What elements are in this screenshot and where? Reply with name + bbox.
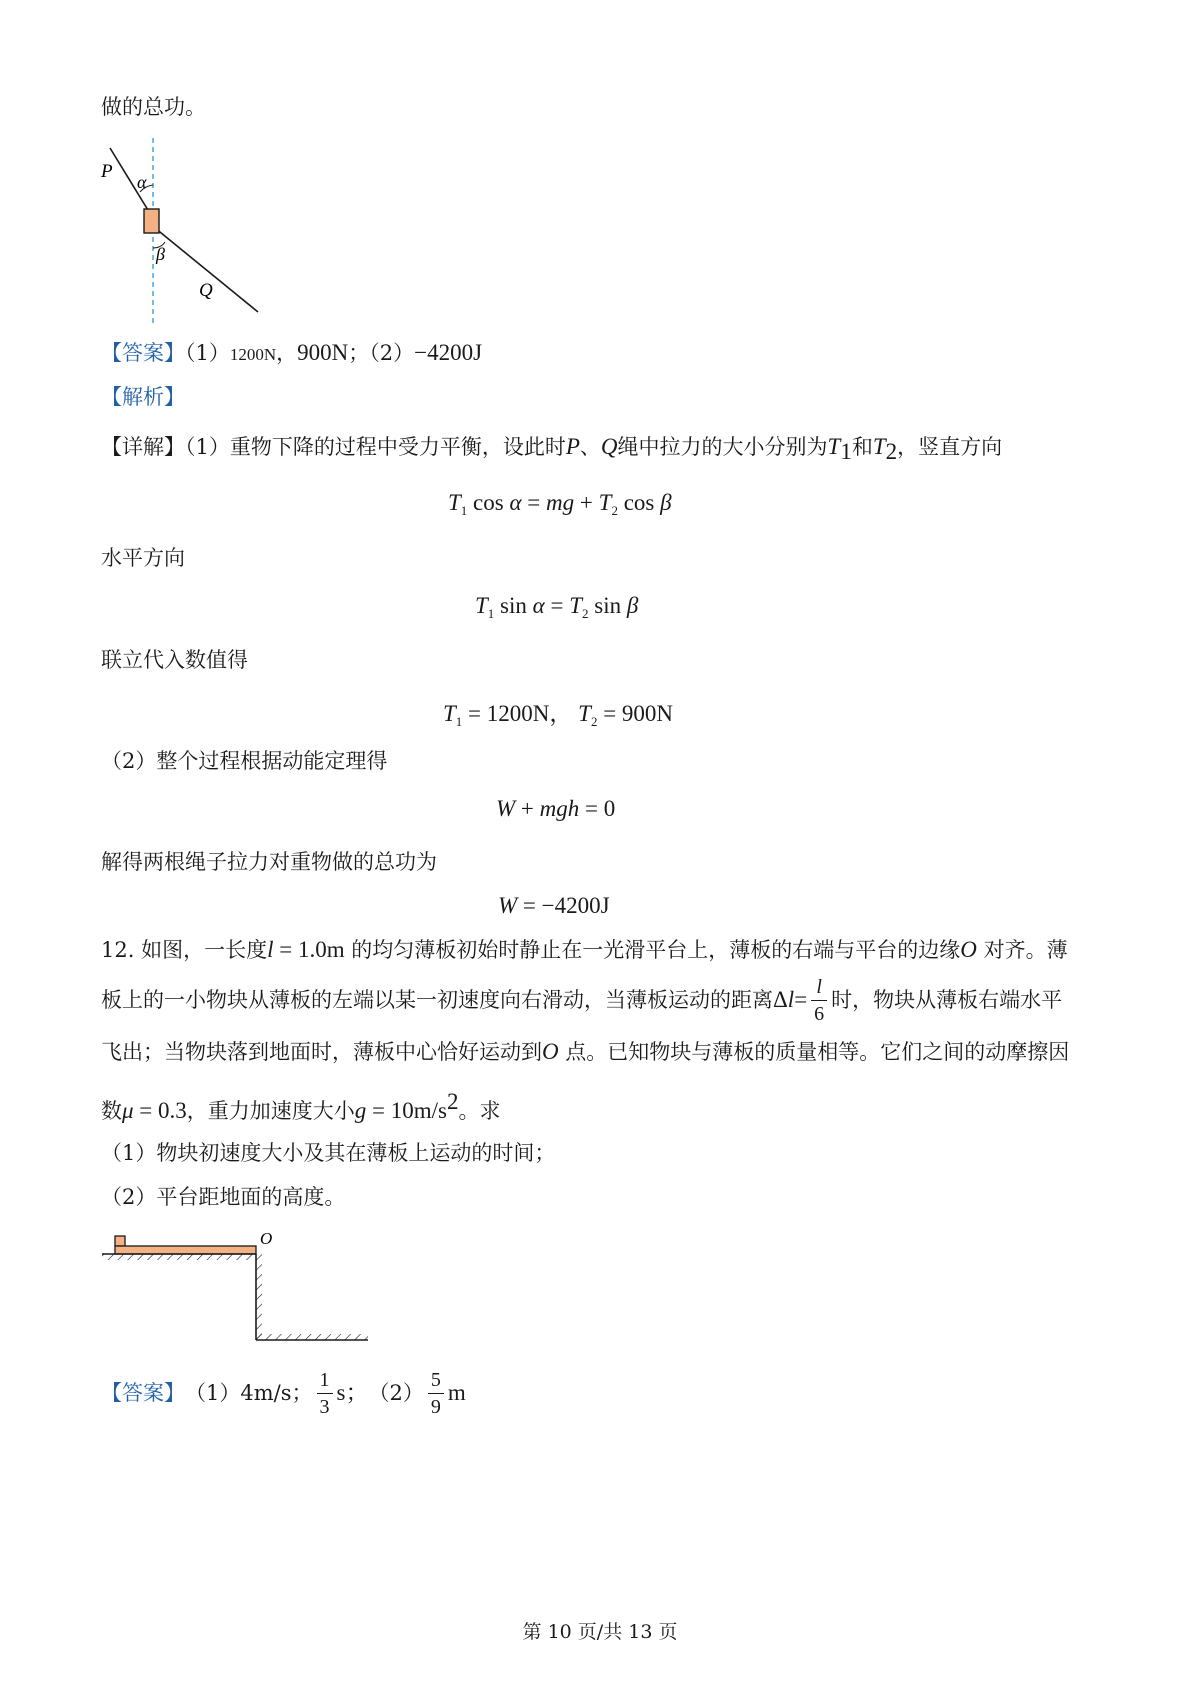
- detail-tag: 【详解】: [101, 435, 185, 459]
- q12-text: 飞出；当物块落到地面时，薄板中心恰好运动到: [101, 1040, 542, 1064]
- eq-var: T: [578, 701, 591, 726]
- var-mu: μ: [122, 1098, 134, 1123]
- q12-sub2: （2）平台距地面的高度。: [101, 1185, 346, 1209]
- detail-line: [101, 432, 1002, 467]
- page-footer: 第 10 页/共 13 页: [522, 1621, 678, 1643]
- subscript: 2: [582, 606, 589, 621]
- eq-var: T: [598, 490, 612, 515]
- answer-part2-label: （2）: [369, 341, 415, 365]
- answer-separator: ；: [348, 341, 370, 365]
- q12-line1: [101, 935, 1068, 965]
- q12-text: ，重力加速度大小: [186, 1099, 355, 1123]
- eq-var: α: [509, 490, 522, 515]
- subscript: 2: [590, 714, 598, 729]
- answer-12: [101, 1362, 466, 1424]
- subscript: 1: [460, 503, 468, 518]
- intro-text: 做的总功。: [101, 95, 206, 119]
- q12-sub1: （1）物块初速度大小及其在薄板上运动的时间；: [101, 1141, 556, 1165]
- solve-label: 解得两根绳子拉力对重物做的总功为: [101, 850, 437, 874]
- eq-value: = −4200J: [517, 893, 610, 918]
- small-block: [115, 1236, 125, 1246]
- detail-text: 和: [851, 435, 873, 459]
- answer-part1-label: （1）: [185, 341, 230, 365]
- equation-result: [443, 695, 673, 730]
- var-p: P: [565, 434, 580, 459]
- part2-label: （2）整个过程根据动能定理得: [101, 749, 388, 773]
- detail-text: 绳中拉力的大小分别为: [617, 435, 828, 459]
- ground-hatch: [256, 1334, 368, 1340]
- fraction-denominator: 6: [814, 1002, 825, 1025]
- detail-sep: 、: [579, 435, 601, 459]
- subscript: 1: [455, 714, 463, 729]
- eq-value: = 0: [579, 796, 616, 821]
- eq-var: α: [532, 593, 545, 618]
- answer-part2: （2）: [368, 1381, 424, 1405]
- answer-tag: 【答案】: [101, 1381, 185, 1405]
- q12-line2: [101, 970, 1062, 1030]
- superscript: 2: [446, 1089, 459, 1114]
- equation-horizontal: [475, 593, 638, 622]
- var-g: g: [354, 1098, 367, 1123]
- label-p: P: [101, 161, 113, 182]
- answer-separator: ，: [276, 341, 298, 365]
- answer-value-900: 900N: [297, 340, 349, 365]
- q12-text: 数: [101, 1099, 122, 1123]
- q12-text: 的均匀薄板初始时静止在一光滑平台上，薄板的右端与平台的边缘: [344, 938, 961, 962]
- var-q: Q: [600, 434, 618, 459]
- combine-label: 联立代入数值得: [101, 648, 248, 672]
- platform-figure: [98, 1220, 378, 1350]
- q12-text: 时，物块从薄板右端水平: [831, 988, 1063, 1012]
- subscript: 1: [840, 439, 852, 464]
- equation-energy: [496, 796, 615, 822]
- answer-unit: s；: [336, 1380, 369, 1405]
- answer-tag: 【答案】: [101, 341, 185, 365]
- fraction-five-ninths: [428, 1367, 444, 1420]
- equation-work: [498, 893, 610, 919]
- fraction-numerator: 5: [428, 1367, 444, 1394]
- q12-text: 对齐。薄: [976, 938, 1068, 962]
- eq-sign: =: [544, 593, 570, 618]
- platform-hatch: [102, 1254, 256, 1260]
- var-t1: T: [827, 434, 841, 459]
- eq-var: β: [660, 490, 672, 515]
- answer-value-work: −4200J: [414, 340, 483, 365]
- eq-func: sin: [594, 593, 622, 618]
- subscript: 2: [885, 439, 898, 464]
- label-q: Q: [199, 280, 213, 301]
- q12-value: = 1.0m: [273, 937, 345, 962]
- delta-symbol: Δ: [773, 987, 788, 1012]
- eq-var: T: [448, 490, 461, 515]
- detail-text: （1）重物下降的过程中受力平衡，设此时: [185, 435, 566, 459]
- eq-var: β: [626, 593, 639, 618]
- subscript: 1: [487, 606, 495, 621]
- q12-text: 板上的一小物块从薄板的左端以某一初速度向右滑动，当薄板运动的距离: [101, 988, 773, 1012]
- answer-11: [101, 338, 482, 370]
- eq-sign: +: [515, 796, 540, 821]
- eq-sign: +: [574, 490, 599, 515]
- label-o: O: [260, 1229, 273, 1248]
- q12-value: = 10m/s: [366, 1098, 447, 1123]
- fraction-one-third: [317, 1367, 333, 1420]
- eq-sign: =: [794, 987, 808, 1012]
- detail-text: ，竖直方向: [897, 435, 1003, 459]
- q12-line3: [101, 1037, 1069, 1067]
- var-l: l: [267, 937, 274, 962]
- var-t2: T: [872, 434, 886, 459]
- fraction-denominator: 3: [319, 1395, 330, 1418]
- fraction-numerator: l: [811, 974, 827, 1001]
- eq-var: W: [498, 893, 518, 918]
- eq-var: T: [475, 593, 488, 618]
- q12-line4: [101, 1087, 500, 1126]
- eq-var: T: [569, 593, 582, 618]
- fraction-denominator: 9: [430, 1395, 441, 1418]
- equation-vertical: [448, 490, 672, 519]
- analysis-tag: 【解析】: [101, 385, 185, 409]
- label-beta: β: [156, 244, 165, 264]
- eq-value: = 900N: [597, 701, 674, 726]
- q12-text: 点。已知物块与薄板的质量相等。它们之间的动摩擦因: [558, 1040, 1070, 1064]
- q12-text: 。求: [458, 1099, 501, 1123]
- answer-unit: m: [447, 1380, 466, 1405]
- fraction-numerator: 1: [317, 1367, 333, 1394]
- eq-sign: =: [521, 490, 547, 515]
- wall-hatch: [256, 1254, 262, 1340]
- answer-part1: （1）4m/s；: [185, 1381, 313, 1405]
- answer-value-1200: 1200N: [229, 345, 277, 364]
- eq-var: T: [443, 701, 456, 726]
- q12-value: = 0.3: [133, 1098, 187, 1123]
- weight-block: [144, 209, 159, 233]
- eq-value: = 1200N，: [462, 701, 573, 726]
- eq-func: cos: [623, 490, 655, 515]
- q12-text: 12. 如图，一长度: [101, 938, 268, 962]
- fraction-l-over-6: [811, 974, 827, 1027]
- var-l: l: [787, 987, 795, 1012]
- rope-figure: [95, 130, 295, 330]
- eq-var: mg: [546, 490, 575, 515]
- eq-var: W: [496, 796, 516, 821]
- var-o: O: [542, 1039, 559, 1064]
- eq-func: sin: [500, 593, 527, 618]
- eq-var: mgh: [539, 796, 580, 821]
- thin-board: [115, 1246, 256, 1254]
- eq-func: cos: [473, 490, 504, 515]
- subscript: 2: [611, 503, 618, 518]
- label-alpha: α: [137, 172, 147, 192]
- var-o: O: [960, 937, 977, 962]
- horizontal-label: 水平方向: [101, 546, 185, 570]
